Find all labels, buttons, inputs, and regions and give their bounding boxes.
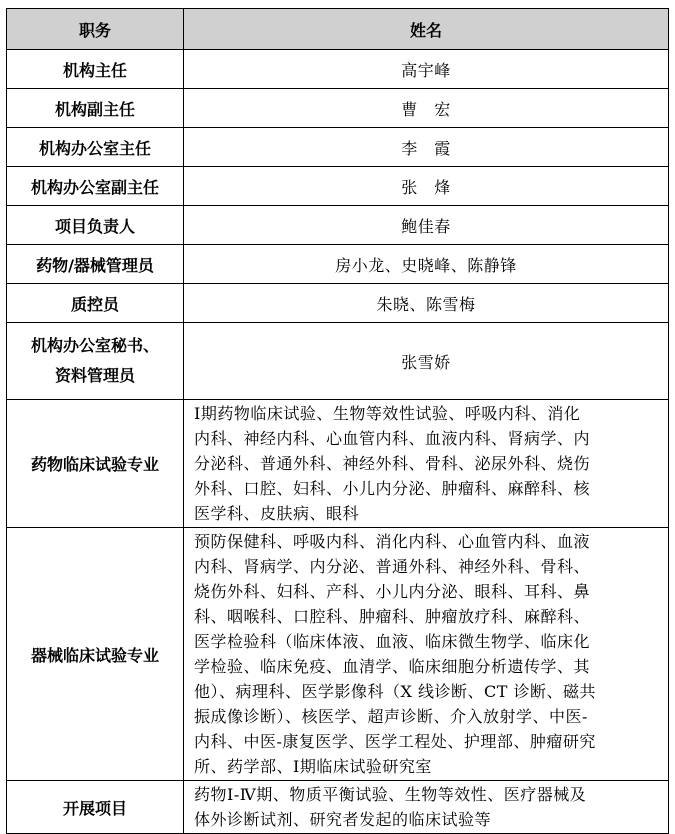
- row-label: [7, 323, 184, 400]
- table-row: [7, 89, 669, 128]
- row-label: 机构主任: [7, 50, 184, 89]
- row-value: 李 霞: [184, 128, 669, 167]
- row-value: 房小龙、史晓峰、陈静锋: [184, 245, 669, 284]
- institution-staff-table: [6, 8, 669, 834]
- text-line: 分泌科、普通外科、神经外科、骨科、泌尿外科、烧伤: [194, 454, 591, 473]
- text-line: 预防保健科、呼吸内科、消化内科、心血管内科、血液: [194, 532, 591, 551]
- text-line: 学检验、临床免疫、血清学、临床细胞分析遗传学、其: [194, 657, 591, 676]
- table-row: [7, 528, 669, 781]
- table-row: [7, 781, 669, 834]
- table-row: [7, 167, 669, 206]
- row-value: 高宇峰: [184, 50, 669, 89]
- text-line: 内科、肾病学、内分泌、普通外科、神经外科、骨科、: [194, 557, 591, 576]
- table-row: [7, 128, 669, 167]
- table-row: [7, 323, 669, 400]
- row-value-multiline: [184, 781, 669, 834]
- row-label-line: 机构办公室秘书、: [30, 336, 159, 355]
- row-label: 机构副主任: [7, 89, 184, 128]
- text-line: 科、咽喉科、口腔科、肿瘤科、肿瘤放疗科、麻醉科、: [194, 607, 591, 626]
- table-row: [7, 284, 669, 323]
- row-value: 曹 宏: [184, 89, 669, 128]
- text-line: 振成像诊断）、核医学、超声诊断、介入放射学、中医-: [194, 707, 588, 726]
- row-label: 药物/器械管理员: [7, 245, 184, 284]
- row-label: 药物临床试验专业: [7, 400, 184, 528]
- text-line: 他）、病理科、医学影像科（X 线诊断、CT 诊断、磁共: [194, 682, 596, 701]
- text-line: 医学检验科（临床体液、血液、临床微生物学、临床化: [194, 632, 591, 651]
- table-row: [7, 245, 669, 284]
- row-value: 鲍佳春: [184, 206, 669, 245]
- header-name: 姓名: [184, 9, 669, 50]
- header-position: 职务: [7, 9, 184, 50]
- text-line: 所、药学部、Ⅰ期临床试验研究室: [194, 757, 432, 776]
- row-value: 张雪娇: [184, 323, 669, 400]
- row-value: 张 烽: [184, 167, 669, 206]
- text-line: 医学科、皮肤病、眼科: [194, 504, 360, 523]
- row-label: 机构办公室主任: [7, 128, 184, 167]
- row-label: 开展项目: [7, 781, 184, 834]
- row-value-multiline: [184, 400, 669, 528]
- row-value-multiline: [184, 528, 669, 781]
- text-line: 外科、口腔、妇科、小儿内分泌、肿瘤科、麻醉科、核: [194, 479, 591, 498]
- text-line: 体外诊断试剂、研究者发起的临床试验等: [194, 810, 492, 829]
- row-label: 机构办公室副主任: [7, 167, 184, 206]
- row-label: 项目负责人: [7, 206, 184, 245]
- table-row: [7, 400, 669, 528]
- text-line: 烧伤外科、妇科、产科、小儿内分泌、眼科、耳科、鼻: [194, 582, 591, 601]
- table-header-row: [7, 9, 669, 50]
- table-row: [7, 50, 669, 89]
- text-line: Ⅰ期药物临床试验、生物等效性试验、呼吸内科、消化: [194, 404, 581, 423]
- text-line: 内科、中医-康复医学、医学工程处、护理部、肿瘤研究: [194, 732, 596, 751]
- text-line: 内科、神经内科、心血管内科、血液内科、肾病学、内: [194, 429, 591, 448]
- table-row: [7, 206, 669, 245]
- row-label: 质控员: [7, 284, 184, 323]
- row-value: 朱晓、陈雪梅: [184, 284, 669, 323]
- row-label-line: 资料管理员: [54, 366, 135, 385]
- text-line: 药物Ⅰ-Ⅳ期、物质平衡试验、生物等效性、医疗器械及: [194, 785, 587, 804]
- row-label: 器械临床试验专业: [7, 528, 184, 781]
